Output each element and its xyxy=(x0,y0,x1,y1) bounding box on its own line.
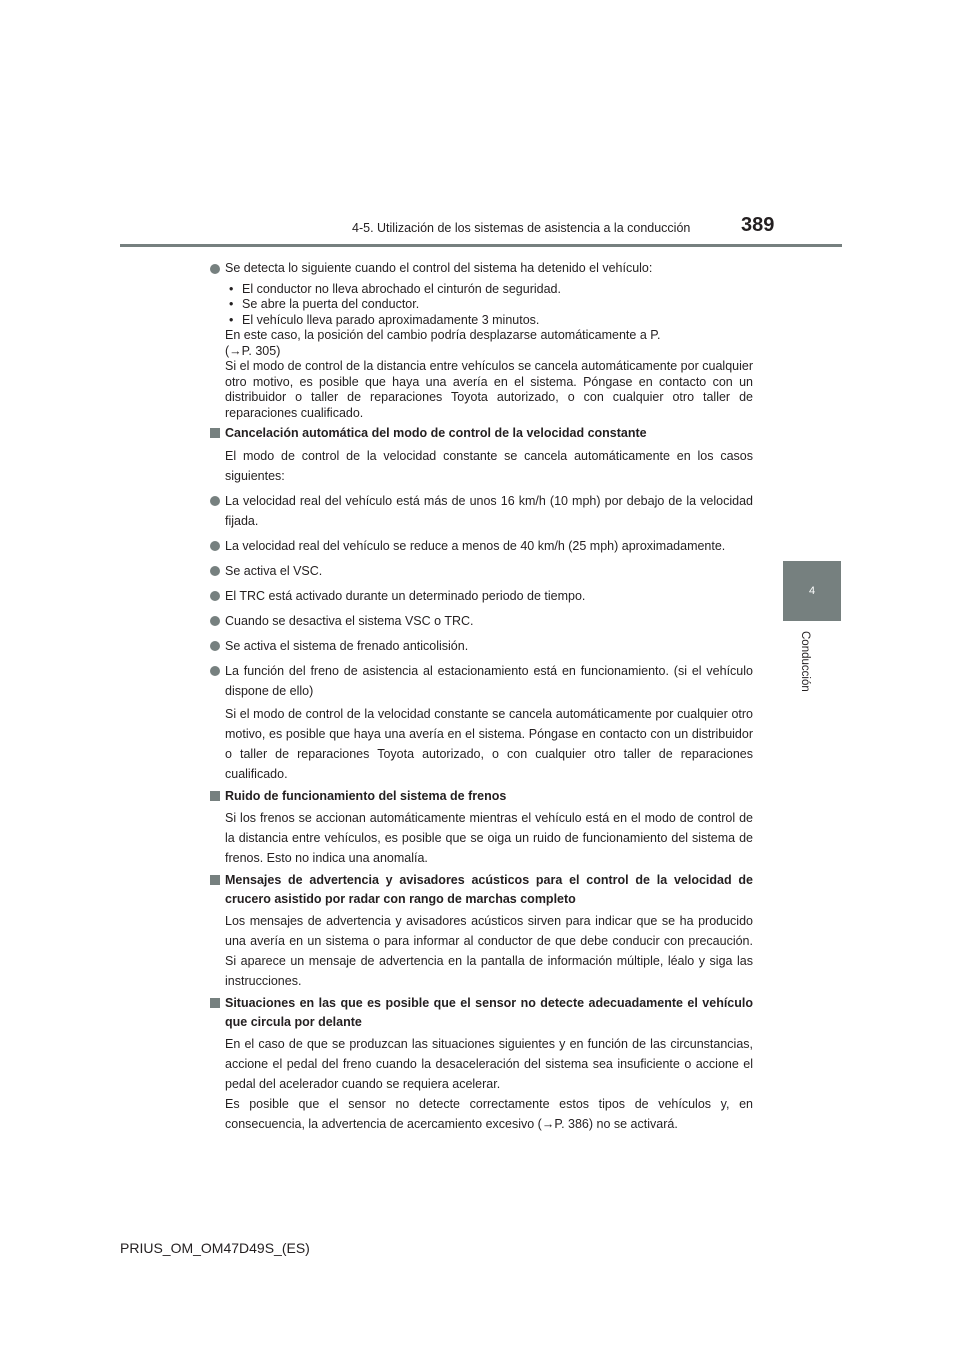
round-bullet-icon xyxy=(210,591,220,601)
bullet-item: Se activa el sistema de frenado anticolisión. xyxy=(208,636,753,656)
dot-marker-icon: • xyxy=(229,297,234,311)
round-bullet-icon xyxy=(210,566,220,576)
page-reference: (→P. 305) xyxy=(225,343,281,358)
sub-list-item: • El conductor no lleva abrochado el cinturón de seguridad. xyxy=(229,281,561,296)
bullet-item: La velocidad real del vehículo se reduce a menos de 40 km/h (25 mph) aproximadamente. xyxy=(208,536,753,556)
square-bullet-icon xyxy=(210,791,220,801)
bullet-item: El TRC está activado durante un determinado periodo de tiempo. xyxy=(208,586,753,606)
sub-list-item: • Se abre la puerta del conductor. xyxy=(229,297,420,311)
round-bullet-icon xyxy=(210,541,220,551)
sub-list xyxy=(208,282,753,360)
paragraph: Los mensajes de advertencia y avisadores acústicos sirven para indicar que se ha producido una avería en un sistema o para informar al conductor de que debe conducir con precaución. Si aparece un mensaje de advertencia en la pantalla de información múltiple, léalo y siga las instrucciones. xyxy=(225,914,753,988)
dot-marker-icon: • xyxy=(229,312,234,327)
chapter-tab xyxy=(783,561,841,621)
sub-list-item: • El vehículo lleva parado aproximadamente 3 minutos. xyxy=(229,312,540,327)
round-bullet-icon xyxy=(210,496,220,506)
page-number: 389 xyxy=(741,214,775,236)
paragraph: Si el modo de control de la velocidad constante se cancela automáticamente por cualquier otro motivo, es posible que haya una avería en el sistema. Póngase en contacto con un distribuidor o taller de reparaciones Toyota autorizado, o con cualquier otro taller de reparaciones cualificado. xyxy=(225,706,753,781)
chapter-number: 4 xyxy=(808,585,816,597)
bullet-item xyxy=(208,261,753,277)
section-title: Mensajes de advertencia y avisadores acústicos para el control de la velocidad de crucero asistido por radar con rango de marchas completo xyxy=(208,871,753,908)
document-code: PRIUS_OM_OM47D49S_(ES) xyxy=(120,1240,310,1256)
paragraph: El modo de control de la velocidad constante se cancela automáticamente en los casos siguientes: xyxy=(225,448,753,483)
section-title: Ruido de funcionamiento del sistema de frenos xyxy=(208,787,753,806)
square-bullet-icon xyxy=(210,998,220,1008)
round-bullet-icon xyxy=(210,616,220,626)
round-bullet-icon xyxy=(210,641,220,651)
bullet-item: La función del freno de asistencia al estacionamiento está en funcionamiento. (si el vehículo dispone de ello) xyxy=(208,661,753,701)
square-bullet-icon xyxy=(210,428,220,438)
chapter-label: Conducción xyxy=(799,631,811,692)
paragraph: Si los frenos se accionan automáticamente mientras el vehículo está en el modo de control de la distancia entre vehículos, es posible que se oiga un ruido de funcionamiento del sistema de frenos. Esto no indica una anomalía. xyxy=(225,811,753,865)
header-section-title: 4-5. Utilización de los sistemas de asistencia a la conducción xyxy=(352,221,691,235)
dot-marker-icon: • xyxy=(229,281,234,296)
round-bullet-icon xyxy=(210,666,220,676)
paragraph: En el caso de que se produzcan las situaciones siguientes y en función de las circunstancias, accione el pedal del freno cuando la desaceleración del sistema sea insuficiente o accione el pedal del acelerador cuando se requiera acelerar. xyxy=(225,1037,753,1091)
bullet-item: Cuando se desactiva el sistema VSC o TRC. xyxy=(208,611,753,631)
bullet-item: La velocidad real del vehículo está más de unos 16 km/h (10 mph) por debajo de la velocidad fijada. xyxy=(208,491,753,531)
header-rule xyxy=(120,244,842,247)
bullet-item: Se activa el VSC. xyxy=(208,561,753,581)
paragraph: Si el modo de control de la distancia entre vehículos se cancela automáticamente por cualquier otro motivo, es posible que haya una avería en el sistema. Póngase en contacto con un distribuidor o taller de reparaciones Toyota autorizado, o con cualquier otro taller de reparaciones cualificado. xyxy=(225,359,753,420)
paragraph: Es posible que el sensor no detecte correctamente estos tipos de vehículos y, en consecuencia, la advertencia de acercamiento excesivo (→P. 386) no se activará. xyxy=(225,1097,753,1131)
page-content xyxy=(208,255,753,1134)
round-bullet-icon xyxy=(210,264,220,274)
note-text: En este caso, la posición del cambio podría desplazarse automáticamente a P. xyxy=(225,328,661,342)
section-title: Situaciones en las que es posible que el sensor no detecte adecuadamente el vehículo que circula por delante xyxy=(208,994,753,1031)
bullet-text: Se detecta lo siguiente cuando el control del sistema ha detenido el vehículo: xyxy=(225,261,653,275)
square-bullet-icon xyxy=(210,875,220,885)
section-title: Cancelación automática del modo de control de la velocidad constante xyxy=(208,424,753,443)
